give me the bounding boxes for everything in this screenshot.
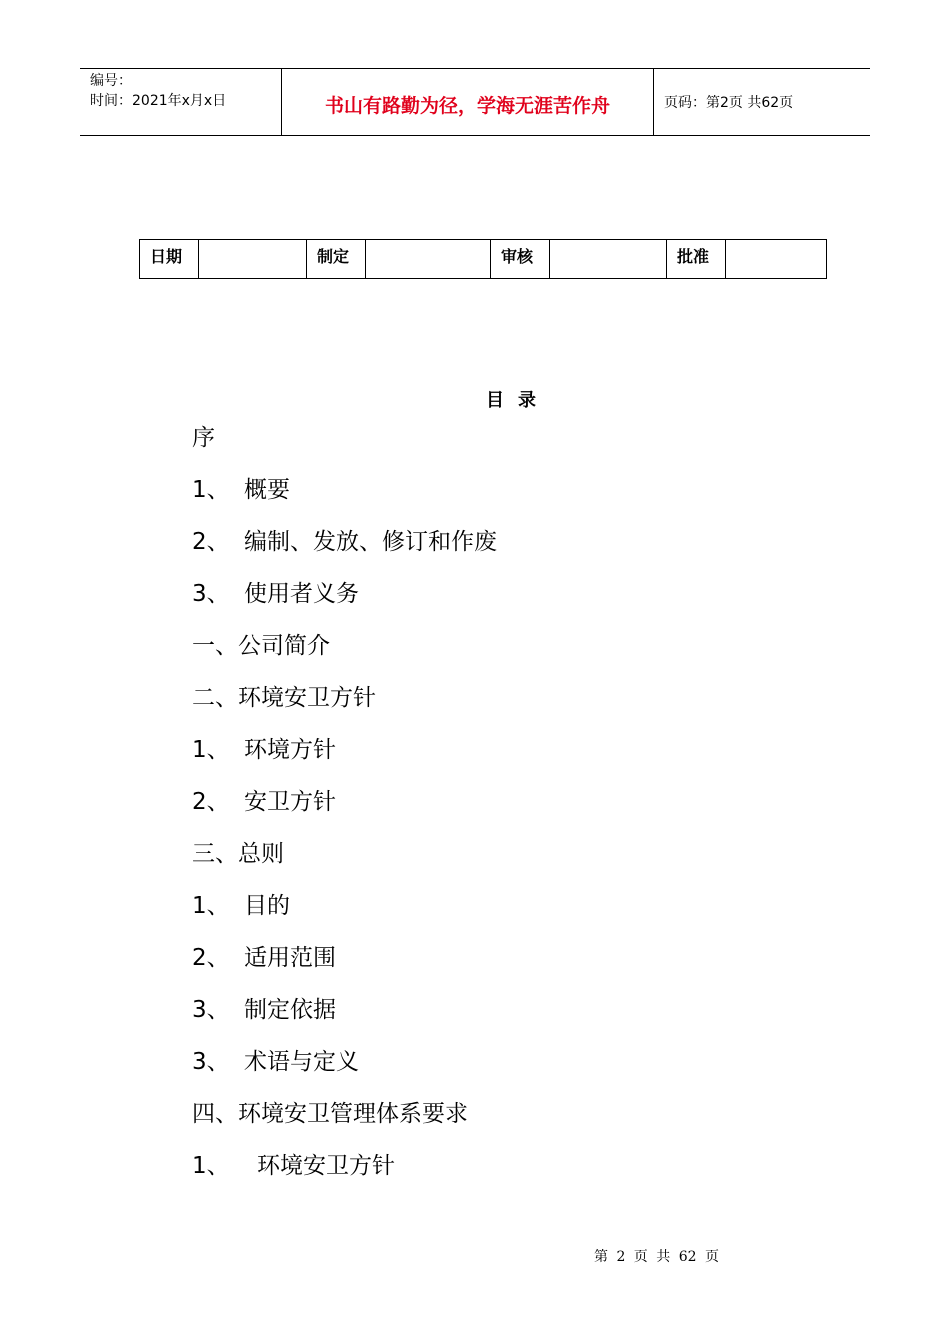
- toc-item: [192, 420, 497, 472]
- header-motto: 书山有路勤为径，学海无涯苦作舟: [282, 69, 654, 135]
- toc-item: [192, 784, 497, 836]
- signoff-reviewed-label: 审核: [491, 240, 550, 278]
- toc-list: [192, 420, 497, 1200]
- header-page-info: 页码：第2页 共62页: [664, 95, 794, 111]
- toc-item-text: 术语与定义: [244, 1049, 359, 1075]
- toc-item: [192, 524, 497, 576]
- signoff-date-label: 日期: [140, 240, 199, 278]
- header-meta-cell: [80, 69, 282, 135]
- toc-item: [192, 836, 497, 888]
- toc-item-number: 3、: [192, 997, 230, 1023]
- document-number-label: 编号：: [90, 73, 132, 89]
- toc-item-number: 3、: [192, 581, 230, 607]
- toc-item: [192, 628, 497, 680]
- toc-item-text: 编制、发放、修订和作废: [244, 529, 497, 555]
- signoff-prepared-label: 制定: [307, 240, 366, 278]
- toc-item-text: 制定依据: [244, 997, 336, 1023]
- toc-item: [192, 992, 497, 1044]
- toc-item-text: 概要: [244, 477, 290, 503]
- toc-item-number: 2、: [192, 529, 230, 555]
- toc-item-text: 一、公司简介: [192, 633, 330, 659]
- toc-item-text: 安卫方针: [244, 789, 336, 815]
- toc-item-number: 1、: [192, 737, 230, 763]
- toc-title: 目录: [486, 390, 550, 411]
- toc-item: [192, 472, 497, 524]
- document-header: [80, 68, 870, 136]
- toc-item-text: 四、环境安卫管理体系要求: [192, 1101, 468, 1127]
- toc-item: [192, 888, 497, 940]
- signoff-table: [139, 239, 827, 279]
- toc-item-number: 3、: [192, 1049, 230, 1075]
- signoff-prepared-value: [366, 240, 491, 278]
- toc-item: [192, 940, 497, 992]
- toc-item-number: 1、: [192, 1153, 230, 1179]
- signoff-approved-label: 批准: [667, 240, 726, 278]
- toc-item-text: 使用者义务: [244, 581, 359, 607]
- toc-item-number: 1、: [192, 477, 230, 503]
- signoff-approved-value: [726, 240, 826, 278]
- toc-item: [192, 732, 497, 784]
- toc-item: [192, 680, 497, 732]
- toc-item-text: 三、总则: [192, 841, 284, 867]
- toc-item-text: 目的: [244, 893, 290, 919]
- toc-item-number: 2、: [192, 945, 230, 971]
- toc-item-text: 环境安卫方针: [257, 1153, 395, 1179]
- toc-item-text: 适用范围: [244, 945, 336, 971]
- signoff-reviewed-value: [550, 240, 667, 278]
- toc-item: [192, 1044, 497, 1096]
- toc-item: [192, 1096, 497, 1148]
- toc-item: [192, 576, 497, 628]
- toc-item-number: 2、: [192, 789, 230, 815]
- toc-item-text: 二、环境安卫方针: [192, 685, 376, 711]
- toc-item-number: 1、: [192, 893, 230, 919]
- toc-item-text: 序: [192, 425, 215, 451]
- document-time-label: 时间：2021年x月x日: [90, 93, 227, 109]
- toc-item-text: 环境方针: [244, 737, 336, 763]
- toc-item: [192, 1148, 497, 1200]
- page-footer: 第 2 页 共 62 页: [594, 1249, 719, 1265]
- signoff-date-value: [199, 240, 307, 278]
